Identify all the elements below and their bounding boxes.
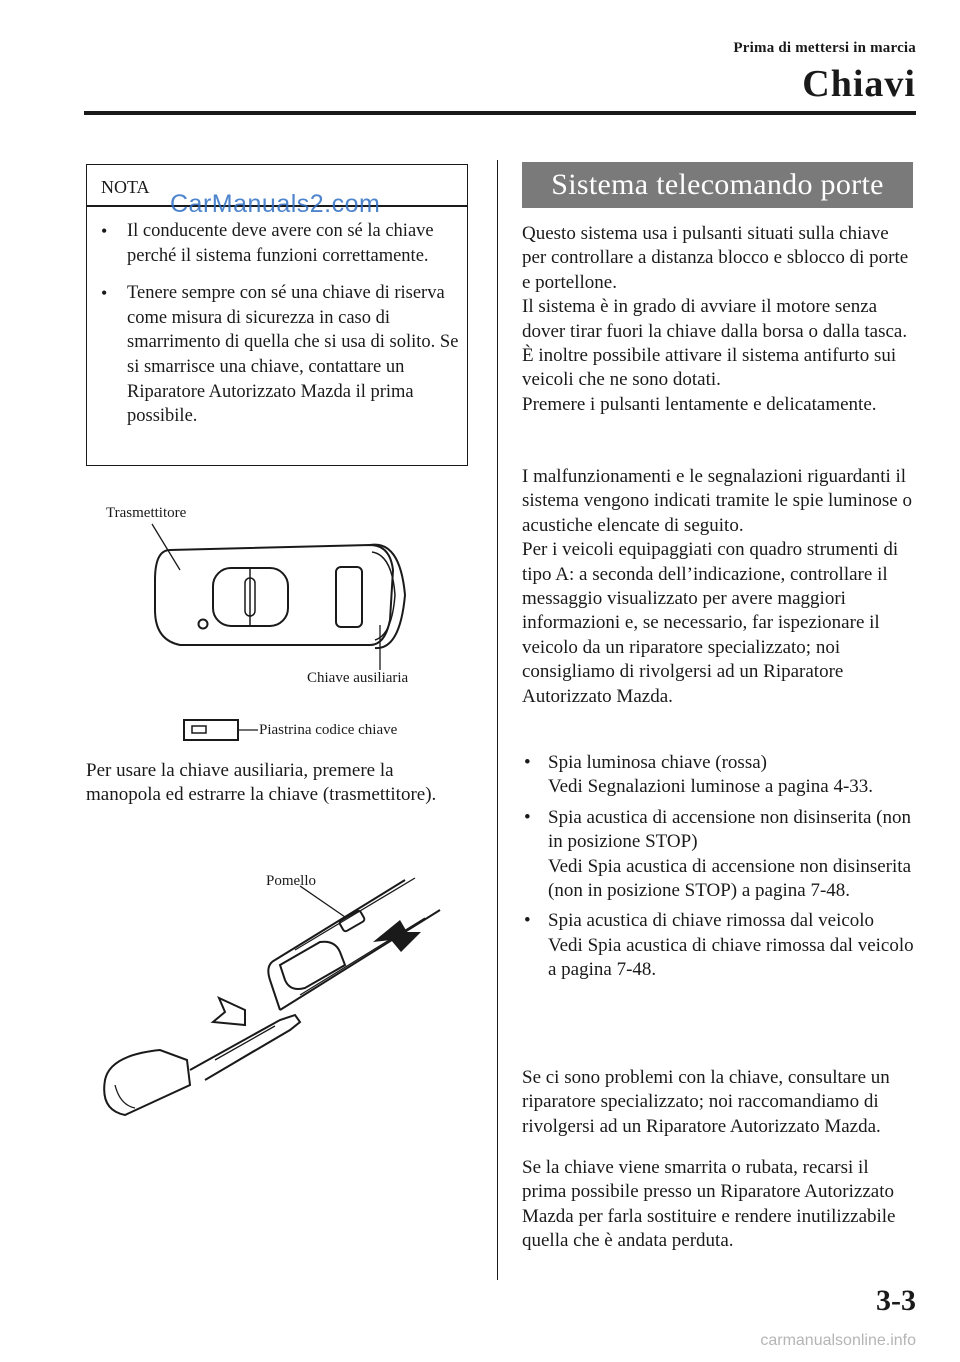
key-grip [104, 1050, 190, 1115]
key-cavity [280, 942, 345, 989]
warning-item: • Spia luminosa chiave (rossa) Vedi Segnalazioni luminose a pagina 4-33. [522, 751, 917, 800]
label-knob: Pomello [266, 873, 317, 889]
warning-item: • Spia acustica di accensione non disinserita (non in posizione STOP) Vedi Spia acustica di accensione non disinserita (non in posizione STOP) a pagina 7-48. [522, 806, 917, 904]
malfunction-text: I malfunzionamenti e le segnalazioni riguardanti il sistema vengono indicati tramite le spie luminose o acustiche elencate di seguito. Per i veicoli equipaggiati con quadro strumenti di tipo A: a seconda dell’indicazione, controllare il messaggio visualizzato per avere maggiori informazioni e, se necessario, far ispezionare il veicolo da un riparatore specializzato; noi consigliamo di rivolgersi ad un Riparatore Autorizzato Mazda. [522, 466, 912, 707]
lost-key-text: Se la chiave viene smarrita o rubata, recarsi il prima possibile presso un Riparatore Autorizzato Mazda per farla sostituire e rendere inutilizzabile quella che è andata perduta. [522, 1157, 896, 1252]
warning-item: • Spia acustica di chiave rimossa dal veicolo Vedi Spia acustica di chiave rimossa dal veicolo a pagina 7-48. [522, 909, 917, 982]
page-title: Chiavi [802, 63, 916, 105]
trunk-button [336, 567, 362, 627]
running-header-section: Prima di mettersi in marcia [733, 40, 916, 56]
label-code-plate: Piastrina codice chiave [259, 722, 398, 738]
page-number: 3-3 [876, 1284, 916, 1317]
leader-knob [300, 886, 345, 917]
watermark-text[interactable]: CarManuals2.com [170, 190, 381, 218]
footer-watermark[interactable]: carmanualsonline.info [760, 1332, 916, 1349]
label-aux-key: Chiave ausiliaria [307, 670, 409, 686]
note-list [99, 219, 461, 442]
note-item: • Il conducente deve avere con sé la chiave perché il sistema funzioni correttamente. [99, 219, 461, 268]
header-rule [84, 111, 916, 115]
column-divider [497, 160, 498, 1280]
note-label: NOTA [101, 177, 150, 197]
note-item: • Tenere sempre con sé una chiave di riserva come misura di sicurezza in caso di smarrimento di quella che si usa di solito. Se si smarrisce una chiave, contattare un Riparatore Autorizzato Mazda il prima possibile. [99, 281, 461, 429]
smart-key-illustration [100, 500, 450, 750]
pull-arrow [213, 998, 245, 1025]
key-body [155, 545, 393, 645]
remote-shell [268, 880, 440, 1010]
aux-key-extraction-illustration [95, 870, 475, 1130]
section-heading: Sistema telecomando porte [522, 162, 913, 208]
label-transmitter: Trasmettitore [106, 505, 187, 521]
aux-key-shell [370, 545, 405, 648]
warning-list [522, 751, 917, 989]
led-indicator [199, 620, 208, 629]
section-intro: Questo sistema usa i pulsanti situati sulla chiave per controllare a distanza blocco e sblocco di porte e portellone. Il sistema è in grado di avviare il motore senza dover tirar fuori la chiave dalla borsa o dalla tasca. È inoltre possibile attivare il sistema antifurto sui veicoli che ne sono dotati. Premere i pulsanti lentamente e delicatamente. [522, 223, 909, 415]
aux-key-instructions: Per usare la chiave ausiliaria, premere la manopola ed estrarre la chiave (trasmettitore). [86, 760, 437, 806]
problems-text: Se ci sono problemi con la chiave, consultare un riparatore specializzato; noi raccomandiamo di rivolgersi ad un Riparatore Autorizzato Mazda. [522, 1067, 890, 1137]
